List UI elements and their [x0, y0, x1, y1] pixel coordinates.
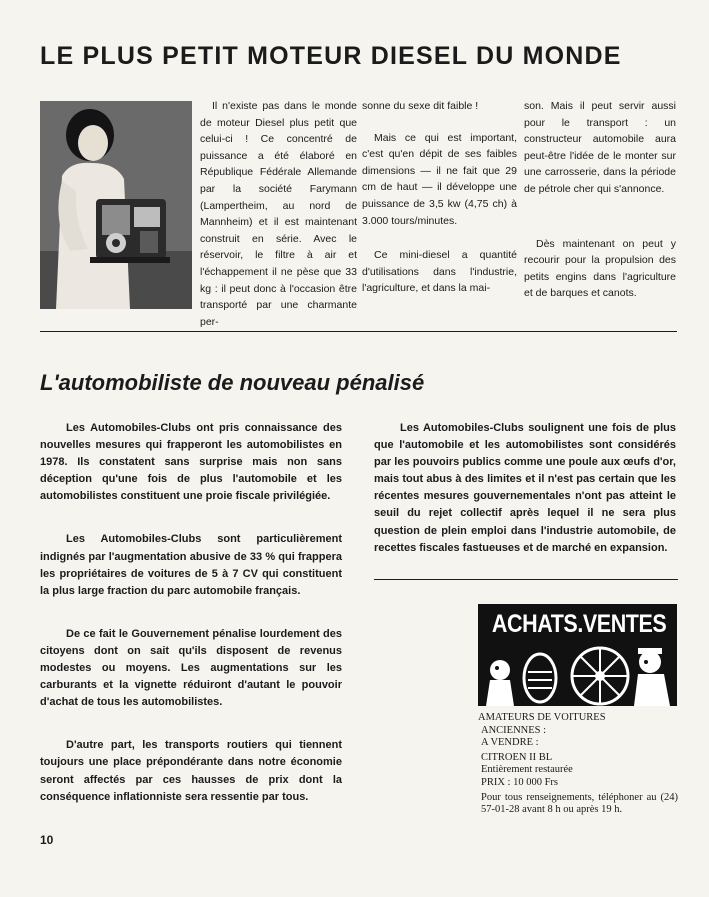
article2-left-column: [40, 420, 342, 832]
ad-divider: [374, 579, 678, 580]
article1-col3-paragraph: Dès maintenant on peut y recourir pour la propulsion des petits engins dans l'agriculture et de barques et canots.: [524, 237, 676, 300]
article1-col2-paragraph: Ce mini-diesel a quantité d'utilisations dans l'industrie, l'agriculture, et dans la mai-: [362, 249, 517, 295]
page-number: 10: [40, 833, 54, 847]
article2-title: L'automobiliste de nouveau pénalisé: [40, 370, 425, 395]
article1-col3-paragraph: son. Mais il peut servir aussi pour le transport : un constructeur automobile aura peut-être l'idée de le monter sur une carrosserie, dans la période de pétrole cher qui s'annonce.: [524, 100, 676, 195]
article1-col2-paragraph: Mais ce qui est important, c'est qu'en dépit de ses faibles dimensions — il ne fait que 29 cm de haut — il développe une puissance de 3,5 kw (4,75 ch) à 3.000 tours/minutes.: [362, 131, 517, 227]
article2-paragraph: De ce fait le Gouvernement pénalise lourdement des citoyens dont on sait qu'ils disposent de revenus modestes ou moyens. Les augmentations sur les carburants et la vignette réduiront d'autant le pouvoir d'achat de tous les automobilistes.: [40, 627, 342, 709]
vintage-car-cartoon-icon: [478, 642, 677, 706]
article1-column-1: [200, 98, 357, 343]
section-divider: [40, 331, 677, 332]
article1-col2-paragraph: sonne du sexe dit faible !: [362, 100, 479, 112]
article2-paragraph: D'autre part, les transports routiers qui tiennent toujours une place prépondérante dans notre économie seront affectés par ces hausses de prix dont la conséquence inflationniste sera ressentie par tous.: [40, 739, 342, 803]
article1-col1-paragraph: Il n'existe pas dans le monde de moteur Diesel plus petit que celui-ci ! Ce concentré de puissance a été élaboré en République Fédérale Allemande par la société Farymann (Lampertheim, au nord de Mannheim) et il est maintenant construit en série. Avec le réservoir, le filtre à air et l'échappement il ne pèse que 33 kg : il peut donc à l'occasion être transporté par une charmante per-: [200, 100, 357, 328]
article1-column-2: [362, 98, 517, 310]
article2-paragraph: Les Automobiles-Clubs ont pris connaissance des nouvelles mesures qui frapperont les automobilistes en 1978. Ils constatent sans surprise mais non sans déception qu'une fois de plus l'automobile et les automobilistes constituent une proie fiscale privilégiée.: [40, 422, 342, 503]
ad-banner: [478, 604, 677, 706]
ad-line: A VENDRE :: [481, 737, 539, 749]
ad-line: Entièrement restaurée: [481, 764, 573, 776]
article1-column-3: [524, 98, 676, 315]
engine-photo-illustration: [40, 101, 192, 309]
page-title: LE PLUS PETIT MOTEUR DIESEL DU MONDE: [40, 42, 622, 70]
ad-text: [478, 712, 678, 817]
ad-line: PRIX : 10 000 Frs: [481, 776, 559, 788]
ad-line: ANCIENNES :: [481, 724, 547, 736]
engine-photo: [40, 101, 192, 309]
article2-paragraph: Les Automobiles-Clubs sont particulièrement indignés par l'augmentation abusive de 33 % qui frappera les propriétaires de voitures de 5 à 7 CV qui constituent la plus large fraction du parc automobile français.: [40, 533, 342, 597]
ad-line: CITROEN II BL: [481, 751, 553, 763]
ad-line: Pour tous renseignements, téléphoner au (24) 57-01-28 avant 8 h ou après 19 h.: [481, 791, 678, 816]
ad-heading: ACHATS.VENTES: [491, 610, 667, 638]
article2-paragraph: Les Automobiles-Clubs soulignent une fois de plus que l'automobile et les automobilistes sont considérés par les pouvoirs publics comme une poule aux œufs d'or, mais tout abus à des limites et il n'est pas certain que les récentes mesures gouvernementales n'ont pas atteint le seuil du rejet collectif après lequel il ne sera plus question de plein emploi dans l'industrie automobile, de recettes fiscales fastueuses et de marché en expansion.: [374, 422, 676, 554]
article2-right-column: [374, 420, 676, 583]
ad-line: AMATEURS DE VOITURES: [478, 712, 606, 723]
